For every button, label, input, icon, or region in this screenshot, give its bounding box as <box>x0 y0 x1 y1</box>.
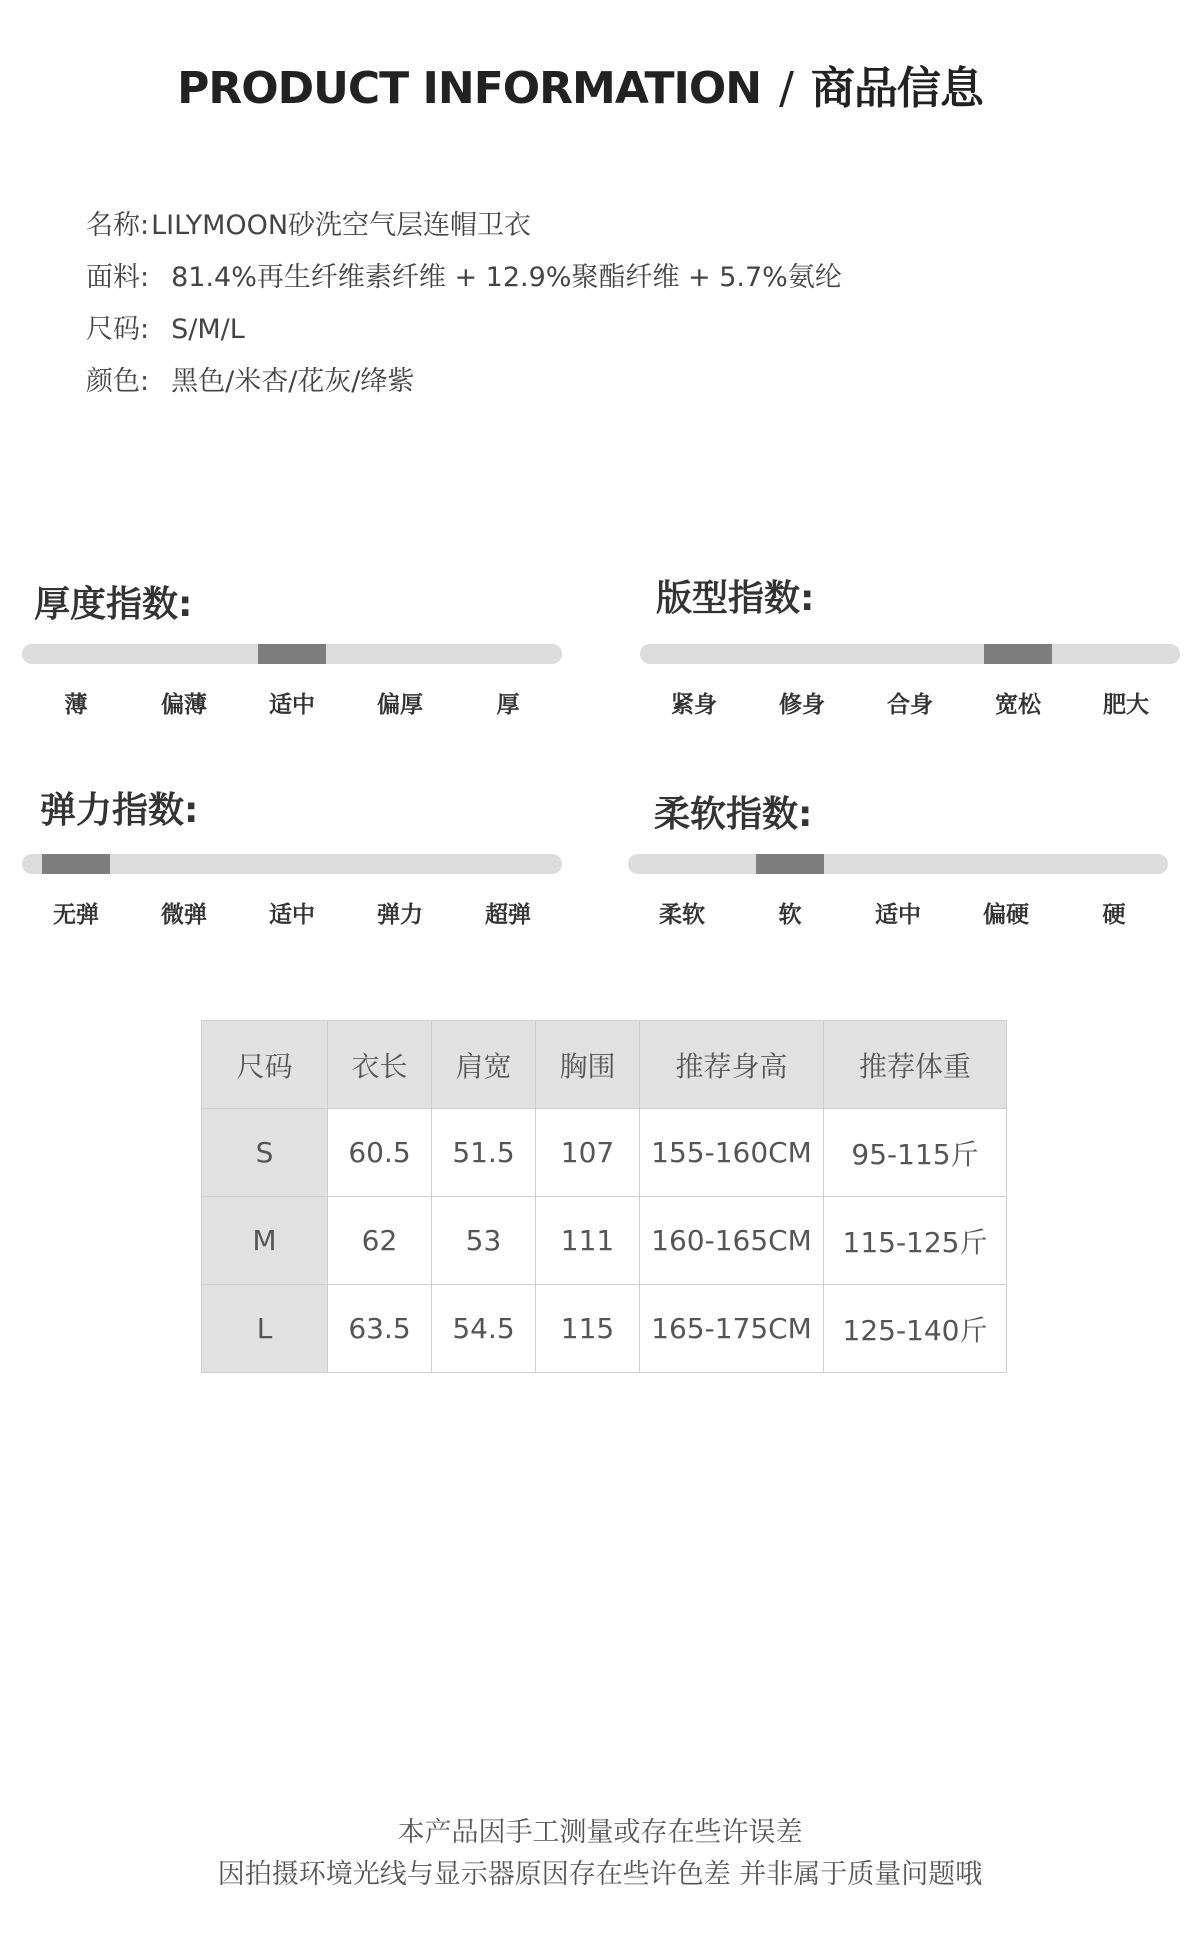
index-level: 偏薄 <box>161 692 207 718</box>
index-thumb <box>258 644 326 664</box>
table-header: 推荐身高 <box>640 1021 824 1109</box>
table-row <box>202 1197 1007 1285</box>
title-separator: / <box>779 63 793 114</box>
index-track <box>628 854 1168 874</box>
table-cell: 63.5 <box>328 1285 432 1373</box>
index-track <box>22 644 562 664</box>
index-level: 柔软 <box>659 902 705 928</box>
index-thumb <box>756 854 824 874</box>
index-level: 超弹 <box>485 902 531 928</box>
table-cell-size: S <box>202 1109 328 1197</box>
info-row-color <box>86 356 842 408</box>
info-label: 尺码: <box>86 314 150 345</box>
table-cell: 115 <box>536 1285 640 1373</box>
table-header: 推荐体重 <box>824 1021 1007 1109</box>
info-row-name <box>86 200 842 252</box>
info-label: 名称: <box>86 210 150 241</box>
disclaimer-line: 本产品因手工测量或存在些许误差 <box>397 1817 803 1848</box>
table-cell: 111 <box>536 1197 640 1285</box>
disclaimer-line: 因拍摄环境光线与显示器原因存在些许色差 并非属于质量问题哦 <box>217 1859 983 1890</box>
page-title-en: PRODUCT INFORMATION <box>177 63 762 114</box>
index-level: 硬 <box>1102 902 1126 928</box>
index-level: 弹力 <box>377 902 423 928</box>
index-level: 偏厚 <box>377 692 423 718</box>
info-row-size <box>86 304 842 356</box>
index-level: 紧身 <box>671 692 717 718</box>
index-title: 柔软指数: <box>654 794 813 835</box>
index-levels <box>22 896 562 932</box>
info-value: LILYMOON砂洗空气层连帽卫衣 <box>151 210 532 241</box>
table-cell: 54.5 <box>432 1285 536 1373</box>
table-cell: 51.5 <box>432 1109 536 1197</box>
table-cell: 95-115斤 <box>824 1109 1007 1197</box>
table-row <box>202 1109 1007 1197</box>
table-header: 胸围 <box>536 1021 640 1109</box>
page-title <box>0 52 1160 116</box>
info-value: S/M/L <box>171 314 245 345</box>
table-cell: 53 <box>432 1197 536 1285</box>
table-row <box>202 1285 1007 1373</box>
index-level: 偏硬 <box>983 902 1029 928</box>
index-level: 合身 <box>887 692 933 718</box>
table-cell: 160-165CM <box>640 1197 824 1285</box>
info-label: 面料: <box>86 262 150 293</box>
table-header: 肩宽 <box>432 1021 536 1109</box>
index-levels <box>640 686 1180 722</box>
table-cell-size: L <box>202 1285 328 1373</box>
index-track <box>640 644 1180 664</box>
product-info <box>86 200 842 408</box>
index-title: 版型指数: <box>656 578 815 619</box>
table-cell: 115-125斤 <box>824 1197 1007 1285</box>
index-levels <box>22 686 562 722</box>
index-thumb <box>984 644 1052 664</box>
index-level: 适中 <box>269 902 315 928</box>
info-value: 黑色/米杏/花灰/绛紫 <box>171 366 415 397</box>
index-title: 弹力指数: <box>40 790 199 831</box>
table-header: 衣长 <box>328 1021 432 1109</box>
table-cell: 107 <box>536 1109 640 1197</box>
table-cell: 62 <box>328 1197 432 1285</box>
info-value: 81.4%再生纤维素纤维 + 12.9%聚酯纤维 + 5.7%氨纶 <box>171 262 842 293</box>
table-cell: 60.5 <box>328 1109 432 1197</box>
index-level: 宽松 <box>995 692 1041 718</box>
index-level: 修身 <box>779 692 825 718</box>
table-cell-size: M <box>202 1197 328 1285</box>
disclaimer <box>0 1812 1200 1896</box>
table-cell: 125-140斤 <box>824 1285 1007 1373</box>
table-header-row <box>202 1021 1007 1109</box>
info-row-fabric <box>86 252 842 304</box>
index-title: 厚度指数: <box>34 584 193 625</box>
index-level: 无弹 <box>53 902 99 928</box>
table-cell: 165-175CM <box>640 1285 824 1373</box>
index-level: 薄 <box>64 692 88 718</box>
index-level: 软 <box>778 902 802 928</box>
index-thumb <box>42 854 110 874</box>
index-level: 适中 <box>875 902 921 928</box>
page-title-cn: 商品信息 <box>810 63 983 114</box>
index-level: 微弹 <box>161 902 207 928</box>
table-cell: 155-160CM <box>640 1109 824 1197</box>
index-level: 适中 <box>269 692 315 718</box>
info-label: 颜色: <box>86 366 150 397</box>
size-table <box>201 1020 1007 1373</box>
table-header: 尺码 <box>202 1021 328 1109</box>
index-track <box>22 854 562 874</box>
index-level: 肥大 <box>1103 692 1149 718</box>
index-levels <box>628 896 1168 932</box>
index-level: 厚 <box>496 692 520 718</box>
